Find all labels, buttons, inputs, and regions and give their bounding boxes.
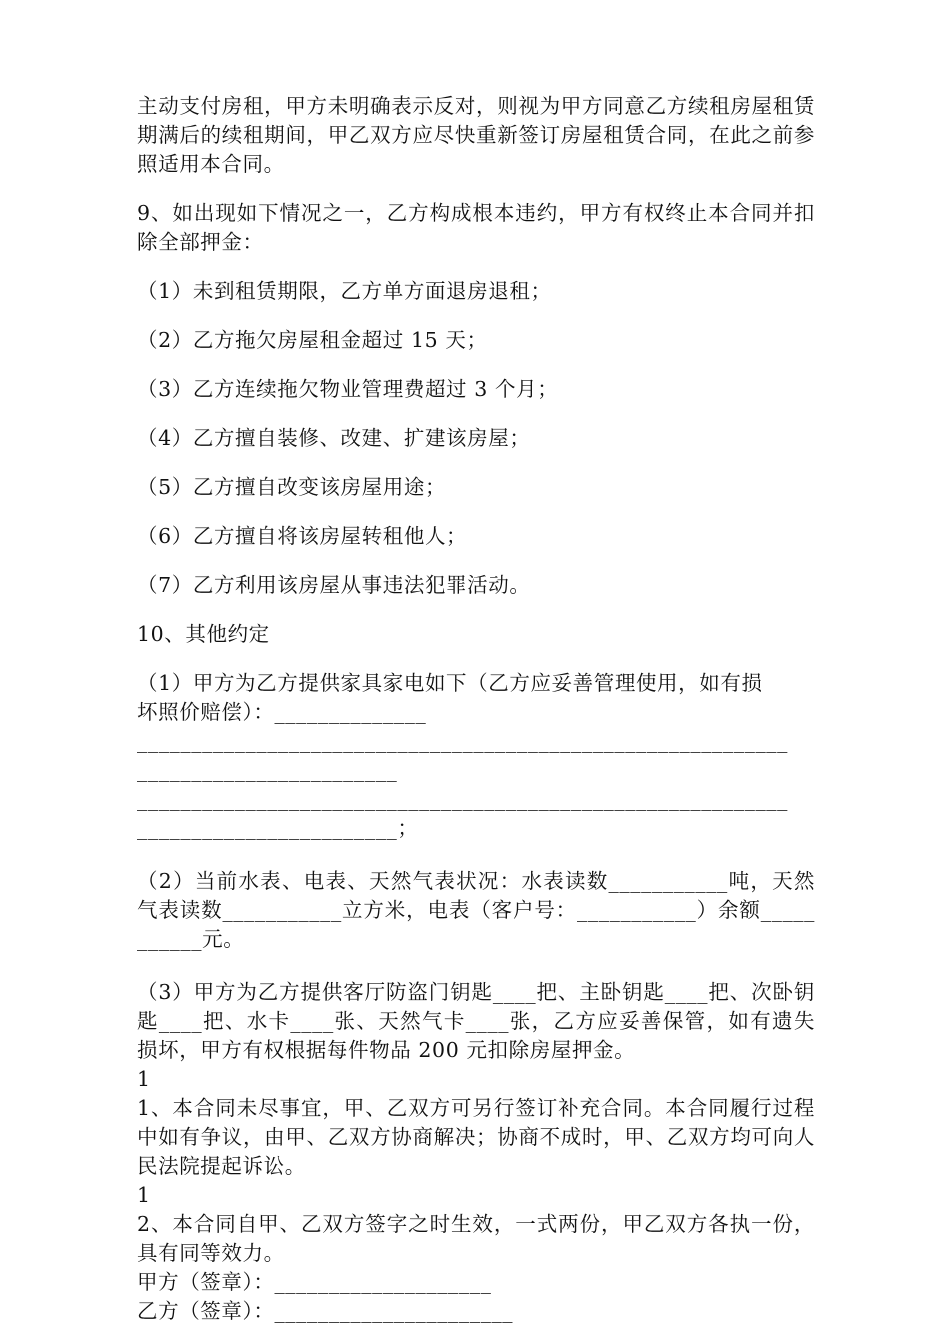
signature-party-a: 甲方（签章）：____________________: [137, 1270, 492, 1294]
blank-line: ________________________；: [137, 816, 419, 840]
clause-9-item-6: （6）乙方擅自将该房屋转租他人；: [137, 524, 468, 548]
clause-9-item-3: （3）乙方连续拖欠物业管理费超过 3 个月；: [137, 377, 559, 401]
clause-12: 2、本合同自甲、乙双方签字之时生效，一式两份，甲乙双方各执一份，具有同等效力。: [137, 1212, 815, 1265]
clause-10-3: （3）甲方为乙方提供客厅防盗门钥匙____把、主卧钥匙____把、次卧钥匙____把、水卡____张、天然气卡____张，乙方应妥善保管，如有遗失损坏，甲方有权根据每件物品 200 元扣除房屋押金。: [137, 980, 815, 1062]
blank-line: ________________________: [137, 758, 398, 782]
clause-9-title: 9、如出现如下情况之一，乙方构成根本违约，甲方有权终止本合同并扣除全部押金：: [137, 201, 815, 254]
renewal-paragraph: 主动支付房租，甲方未明确表示反对，则视为甲方同意乙方续租房屋租赁期满后的续租期间，甲乙双方应尽快重新签订房屋租赁合同，在此之前参照适用本合同。: [137, 94, 815, 176]
blank-line: ____________________________________________________________: [137, 787, 788, 811]
clause-9-item-4: （4）乙方擅自装修、改建、扩建该房屋；: [137, 426, 531, 450]
clause-10-title: 10、其他约定: [137, 622, 270, 646]
blank-line: ____________________________________________________________: [137, 729, 788, 753]
clause-10-1-line: 坏照价赔偿）：______________: [137, 700, 427, 724]
clause-10-1: [137, 669, 815, 843]
signature-party-b: 乙方（签章）：______________________: [137, 1299, 514, 1323]
clause-9-item-7: （7）乙方利用该房屋从事违法犯罪活动。: [137, 573, 531, 597]
clause-9-item-2: （2）乙方拖欠房屋租金超过 15 天；: [137, 328, 488, 352]
contract-body: [137, 92, 815, 1326]
page-marker: 1: [137, 1067, 151, 1091]
clause-9-item-5: （5）乙方擅自改变该房屋用途；: [137, 475, 447, 499]
clause-10-2: （2）当前水表、电表、天然气表状况：水表读数___________吨，天然气表读数___________立方米，电表（客户号：___________）余额___________元。: [137, 869, 815, 951]
clause-9-item-1: （1）未到租赁期限，乙方单方面退房退租；: [137, 279, 552, 303]
clause-10-1-line: （1）甲方为乙方提供家具家电如下（乙方应妥善管理使用，如有损: [137, 671, 763, 695]
page-marker: 1: [137, 1183, 151, 1207]
clause-11: 1、本合同未尽事宜，甲、乙双方可另行签订补充合同。本合同履行过程中如有争议，由甲、乙双方协商解决；协商不成时，甲、乙双方均可向人民法院提起诉讼。: [137, 1096, 815, 1178]
